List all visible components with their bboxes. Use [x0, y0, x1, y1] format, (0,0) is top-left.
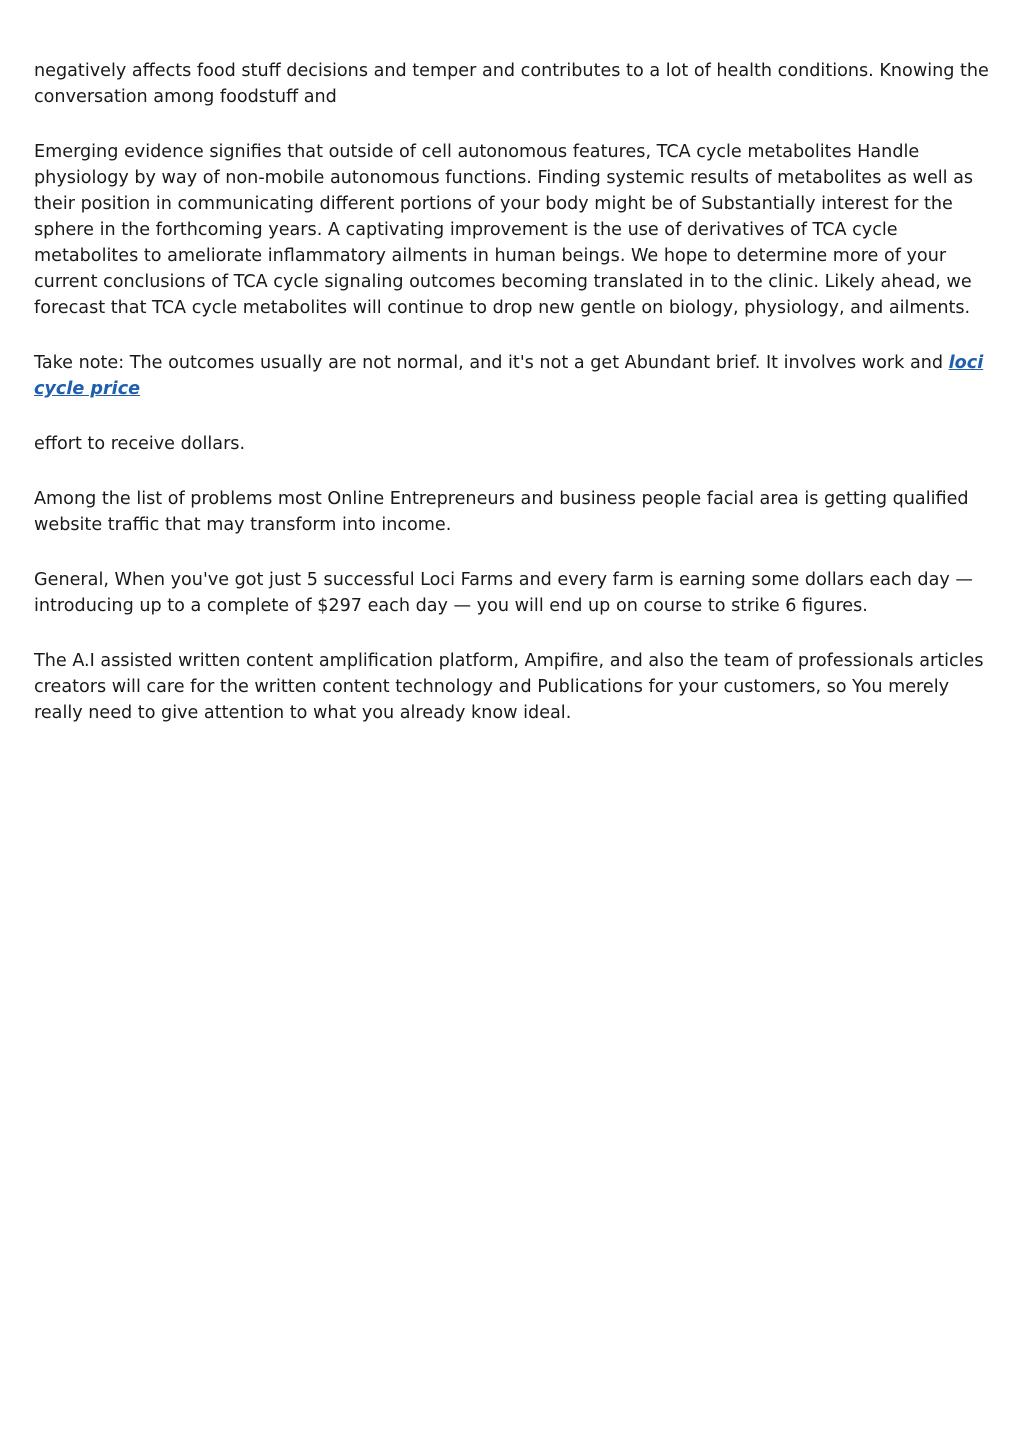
paragraph-3-text: Take note: The outcomes usually are not normal, and it's not a get Abundant brief. It involves work and [34, 353, 949, 373]
paragraph-7: The A.I assisted written content amplification platform, Ampifire, and also the team of professionals articles creators will care for the written content technology and Publications for your customers, so You merely really need to give attention to what you already know ideal. [34, 651, 984, 723]
paragraph-4: effort to receive dollars. [34, 434, 246, 454]
paragraph-2: Emerging evidence signifies that outside of cell autonomous features, TCA cycle metabolites Handle physiology by way of non-mobile autonomous functions. Finding systemic results of metabolites as well as their position in communicating different portions of your body might be of Substantially interest for the sphere in the forthcoming years. A captivating improvement is the use of derivatives of TCA cycle metabolites to ameliorate inflammatory ailments in human beings. We hope to determine more of your current conclusions of TCA cycle signaling outcomes becoming translated in to the clinic. Likely ahead, we forecast that TCA cycle metabolites will continue to drop new gentle on biology, physiology, and ailments. [34, 142, 974, 318]
paragraph-1: negatively affects food stuff decisions and temper and contributes to a lot of health conditions. Knowing the conversation among foodstuff and [34, 61, 989, 107]
document-page [34, 58, 992, 755]
paragraph-3 [34, 350, 992, 402]
paragraph-6: General, When you've got just 5 successful Loci Farms and every farm is earning some dollars each day — introducing up to a complete of $297 each day — you will end up on course to strike 6 figures. [34, 570, 973, 616]
paragraph-5: Among the list of problems most Online Entrepreneurs and business people facial area is getting qualified website traffic that may transform into income. [34, 489, 969, 535]
loci-cycle-price-link[interactable]: loci cycle price [34, 353, 984, 399]
